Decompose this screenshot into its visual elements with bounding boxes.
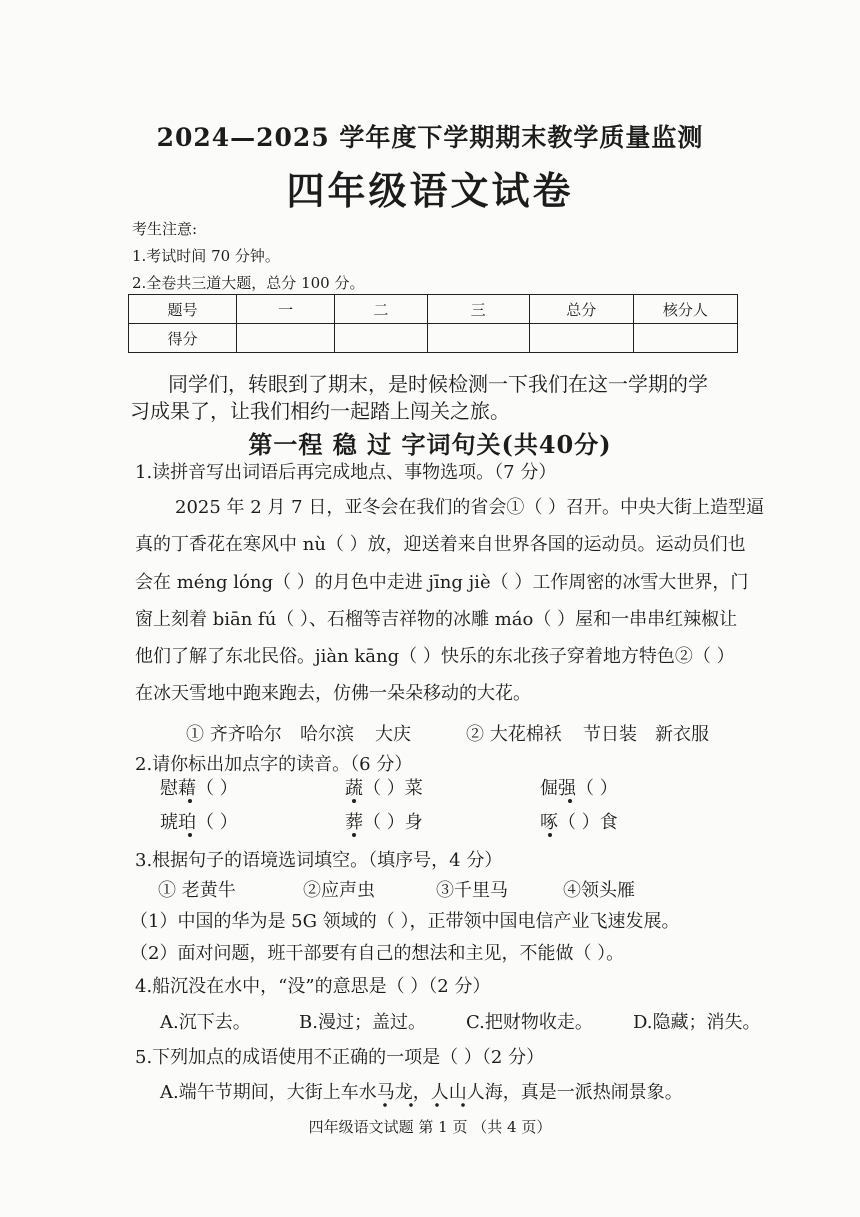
note-item: 1.考试时间 70 分钟。 bbox=[132, 247, 280, 265]
question-title: 3.根据句子的语境选词填空。（填序号，4 分） bbox=[135, 850, 503, 871]
option: C.把财物收走。 bbox=[466, 1012, 593, 1033]
passage-line: 在冰天雪地中跑来跑去，仿佛一朵朵移动的大花。 bbox=[135, 683, 531, 704]
intro-line: 同学们，转眼到了期末，是时候检测一下我们在这一学期的学 bbox=[168, 372, 708, 396]
option: ② 大花棉袄 bbox=[466, 724, 562, 745]
option: 哈尔滨 bbox=[300, 724, 354, 745]
score-cell[interactable] bbox=[237, 324, 335, 353]
passage-line: 会在 méng lóng（ ）的月色中走进 jīng jiè（ ）工作周密的冰雪大世界，门 bbox=[135, 572, 749, 593]
option: ① 老黄牛 bbox=[158, 880, 236, 901]
option: D.隐藏；消失。 bbox=[633, 1012, 761, 1033]
intro-line: 习成果了，让我们相约一起踏上闯关之旅。 bbox=[130, 399, 510, 423]
note-item: 2.全卷共三道大题，总分 100 分。 bbox=[132, 274, 365, 292]
score-header-cell: 核分人 bbox=[633, 295, 737, 324]
pinyin-item: 蔬（ ）菜 bbox=[345, 778, 423, 799]
option: 新衣服 bbox=[655, 724, 709, 745]
question-title: 2.请你标出加点字的读音。（6 分） bbox=[135, 754, 413, 775]
question-title: 4.船沉没在水中，“没”的意思是（ ）（2 分） bbox=[135, 976, 491, 997]
score-cell[interactable] bbox=[335, 324, 427, 353]
emphasis-dot bbox=[568, 799, 572, 803]
option: ④领头雁 bbox=[563, 880, 635, 901]
question-title: 1.读拼音写出词语后再完成地点、事物选项。（7 分） bbox=[135, 462, 557, 483]
sentence: （2）面对问题，班干部要有自己的想法和主见，不能做（ ）。 bbox=[130, 943, 625, 964]
score-cell[interactable] bbox=[633, 324, 737, 353]
notes-heading: 考生注意: bbox=[132, 220, 198, 238]
passage-line: 他们了解了东北民俗。jiàn kāng（ ）快乐的东北孩子穿着地方特色②（ ） bbox=[135, 646, 735, 667]
pinyin-item: 啄（ ）食 bbox=[540, 812, 618, 833]
emphasis-dot bbox=[188, 833, 192, 837]
score-header-cell: 题号 bbox=[129, 295, 237, 324]
option: ① 齐齐哈尔 bbox=[186, 724, 282, 745]
question-title: 5.下列加点的成语使用不正确的一项是（ ）（2 分） bbox=[135, 1047, 545, 1068]
exam-title: 2024—2025 学年度下学期期末教学质量监测 bbox=[156, 123, 704, 152]
emphasis-dot bbox=[352, 833, 356, 837]
pinyin-item: 琥珀（ ） bbox=[160, 812, 238, 833]
emphasis-dots bbox=[372, 1103, 476, 1107]
score-table-header-row bbox=[129, 295, 738, 324]
score-table-row bbox=[129, 324, 738, 353]
score-table bbox=[128, 294, 738, 353]
emphasis-dot bbox=[188, 799, 192, 803]
passage-line: 窗上刻着 biān fú（ ）、石榴等吉祥物的冰雕 máo（ ）屋和一串串红辣椒让 bbox=[135, 609, 738, 630]
emphasis-dot bbox=[352, 799, 356, 803]
sentence: （1）中国的华为是 5G 领域的（ ），正带领中国电信产业飞速发展。 bbox=[130, 911, 680, 932]
option: B.漫过；盖过。 bbox=[299, 1012, 426, 1033]
score-cell[interactable] bbox=[427, 324, 529, 353]
option: 大庆 bbox=[375, 724, 411, 745]
exam-subtitle: 四年级语文试卷 bbox=[286, 168, 574, 213]
score-header-cell: 二 bbox=[335, 295, 427, 324]
passage-line: 真的丁香花在寒风中 nù（ ）放，迎送着来自世界各国的运动员。运动员们也 bbox=[135, 534, 746, 555]
section-title: 第一程 稳 过 字词句关(共40分) bbox=[248, 430, 612, 459]
pinyin-item: 倔强（ ） bbox=[540, 778, 618, 799]
option: A.沉下去。 bbox=[160, 1012, 251, 1033]
option: ③千里马 bbox=[436, 880, 508, 901]
score-header-cell: 总分 bbox=[529, 295, 633, 324]
passage-line: 2025 年 2 月 7 日，亚冬会在我们的省会①（ ）召开。中央大街上造型逼 bbox=[175, 497, 765, 518]
emphasis-dot bbox=[548, 833, 552, 837]
pinyin-item: 葬（ ）身 bbox=[345, 812, 423, 833]
option: ②应声虫 bbox=[303, 880, 375, 901]
pinyin-item: 慰藉（ ） bbox=[160, 778, 238, 799]
score-header-cell: 一 bbox=[237, 295, 335, 324]
score-header-cell: 三 bbox=[427, 295, 529, 324]
score-row-label: 得分 bbox=[129, 324, 237, 353]
option: A.端午节期间，大街上车水马龙，人山人海，真是一派热闹景象。 bbox=[160, 1082, 683, 1103]
page-footer: 四年级语文试题 第 1 页 （共 4 页） bbox=[308, 1118, 552, 1136]
option: 节日装 bbox=[583, 724, 637, 745]
score-cell[interactable] bbox=[529, 324, 633, 353]
